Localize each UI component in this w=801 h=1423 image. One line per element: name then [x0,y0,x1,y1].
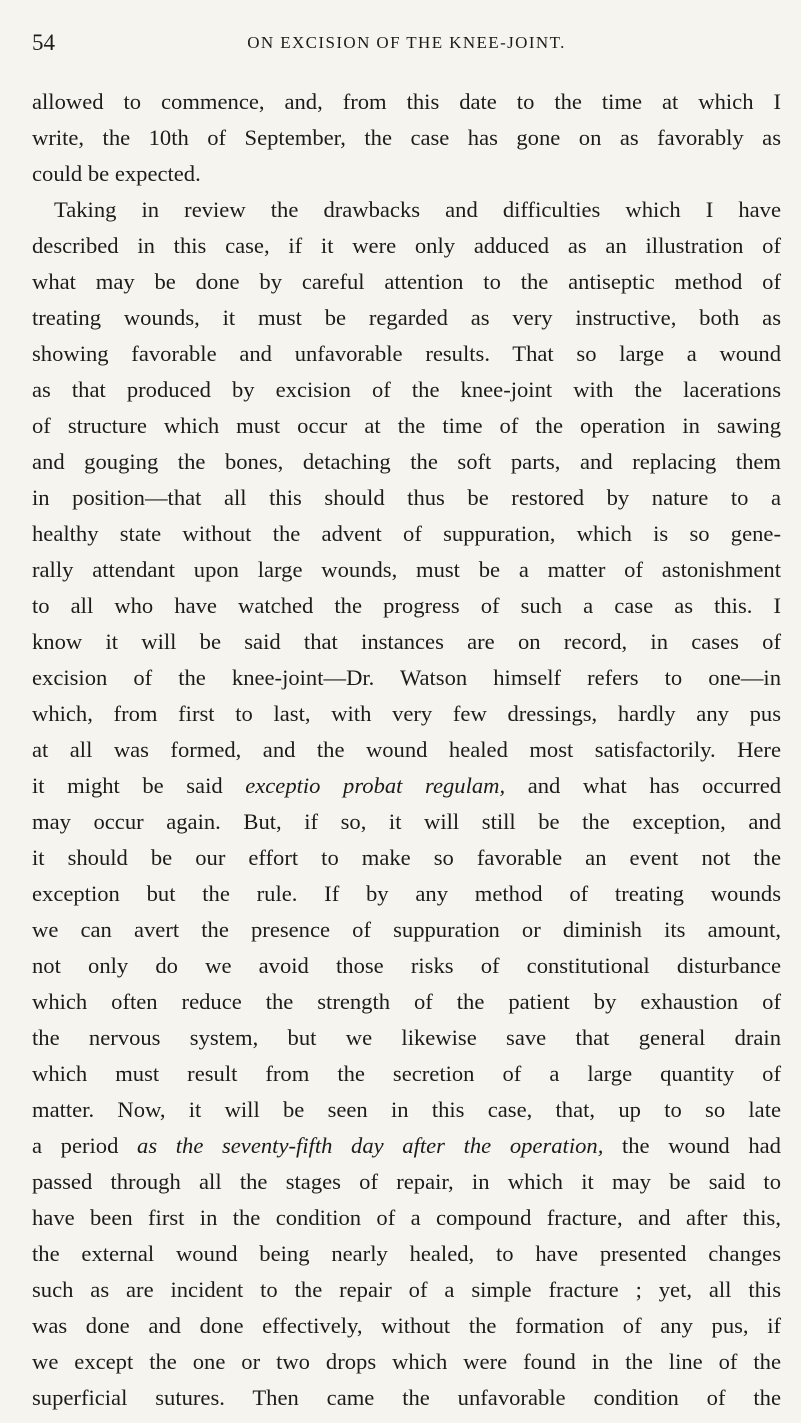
text-line: know it will be said that instances are on record, in cases of [32,629,781,654]
text-line: have been first in the condition of a compound fracture, and after this, [32,1205,781,1230]
text-line: which must result from the secretion of a large quantity of [32,1061,781,1086]
text-line: was done and done effectively, without the formation of any pus, if [32,1313,781,1338]
page-number: 54 [32,30,55,55]
text-line: superficial sutures. Then came the unfavorable condition of the [32,1385,781,1410]
paragraph-start-line: Taking in review the drawbacks and difficulties which I have [54,197,781,222]
text-line: what may be done by careful attention to the antiseptic method of [32,269,781,294]
text-run: the wound had [621,1133,781,1158]
text-line: could be expected. [32,161,201,186]
text-line: in position—that all this should thus be restored by nature to a [32,485,781,510]
body-text [32,84,781,1416]
header-title: ON EXCISION OF THE KNEE-JOINT. [247,33,566,52]
text-line: such as are incident to the repair of a simple fracture ; yet, all this [32,1277,781,1302]
text-line: passed through all the stages of repair, in which it may be said to [32,1169,781,1194]
text-line: exception but the rule. If by any method of treating wounds [32,881,781,906]
text-line: as that produced by excision of the knee-joint with the lacerations [32,377,781,402]
text-line: the external wound being nearly healed, to have presented changes [32,1241,781,1266]
text-line: which, from first to last, with very few dressings, hardly any pus [32,701,781,726]
text-line: showing favorable and unfavorable results. That so large a wound [32,341,781,366]
text-line: allowed to commence, and, from this date to the time at which I [32,89,781,114]
text-line: we except the one or two drops which were found in the line of the [32,1349,781,1374]
text-line: treating wounds, it must be regarded as very instructive, both as [32,305,781,330]
text-line: the nervous system, but we likewise save that general drain [32,1025,781,1050]
text-line-with-italic [32,1128,781,1164]
running-header [32,30,781,54]
text-line: described in this case, if it were only adduced as an illustration of [32,233,781,258]
text-run: and what has occurred [527,773,782,798]
text-line: write, the 10th of September, the case has gone on as favorably as [32,125,781,150]
italic-phrase: as the seventy-fifth day after the operation, [137,1133,604,1158]
text-line: excision of the knee-joint—Dr. Watson himself refers to one—in [32,665,781,690]
text-line: to all who have watched the progress of such a case as this. I [32,593,781,618]
text-line: and gouging the bones, detaching the soft parts, and replacing them [32,449,781,474]
latin-phrase: exceptio probat regulam, [245,773,506,798]
text-line: of structure which must occur at the time of the operation in sawing [32,413,781,438]
text-line: at all was formed, and the wound healed most satisfactorily. Here [32,737,781,762]
text-line-with-italic [32,768,781,804]
text-run: it might be said [32,773,223,798]
text-line: we can avert the presence of suppuration or diminish its amount, [32,917,781,942]
text-line: matter. Now, it will be seen in this case, that, up to so late [32,1097,781,1122]
text-run: a period [32,1133,119,1158]
text-line: which often reduce the strength of the patient by exhaustion of [32,989,781,1014]
text-line: not only do we avoid those risks of constitutional disturbance [32,953,781,978]
text-line: rally attendant upon large wounds, must be a matter of astonishment [32,557,781,582]
text-line: healthy state without the advent of suppuration, which is so gene- [32,521,781,546]
text-line: it should be our effort to make so favorable an event not the [32,845,781,870]
text-line: may occur again. But, if so, it will still be the exception, and [32,809,781,834]
